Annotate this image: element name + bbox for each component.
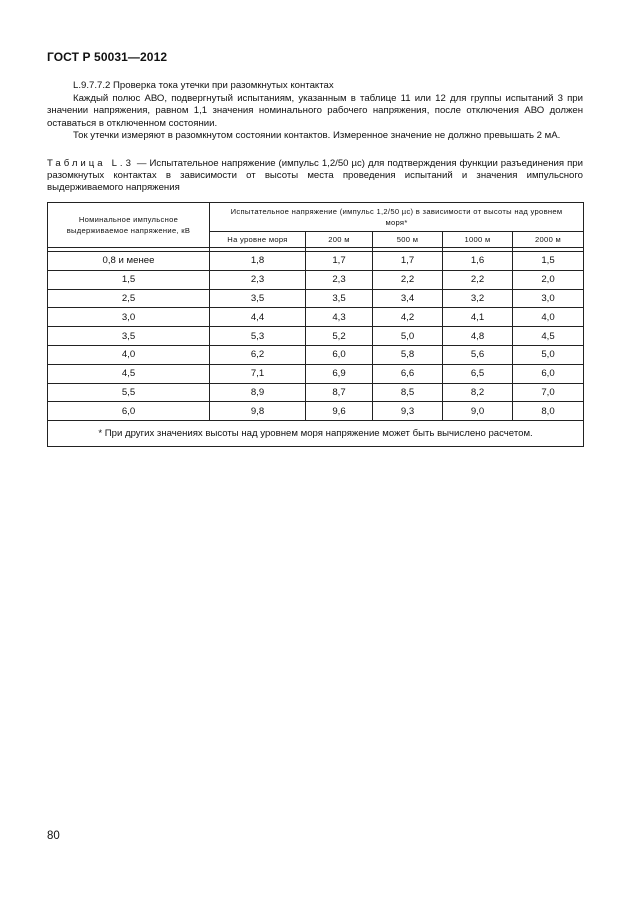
test-voltage-cell: 8,7 — [306, 383, 373, 402]
test-voltage-cell: 9,3 — [373, 402, 443, 421]
test-voltage-cell: 8,5 — [373, 383, 443, 402]
test-voltage-cell: 6,2 — [210, 345, 306, 364]
rated-voltage-cell: 4,5 — [48, 364, 210, 383]
test-voltage-cell: 5,0 — [513, 345, 584, 364]
test-voltage-cell: 5,3 — [210, 327, 306, 346]
table-row — [48, 327, 584, 346]
test-voltage-cell: 8,9 — [210, 383, 306, 402]
table-caption-text: — Испытательное напряжение (импульс 1,2/50 µс) для подтверждения функции разъединения при разомкнутых контактах в зависимости от высоты места проведения испытаний и значения импульсного выдерживаемого напряжения — [47, 158, 583, 194]
table-row — [48, 402, 584, 421]
col-header-200m: 200 м — [306, 232, 373, 248]
table-caption-label: Таблица L.3 — [47, 158, 134, 169]
test-voltage-cell: 2,3 — [306, 270, 373, 289]
test-voltage-cell: 1,5 — [513, 252, 584, 271]
table-row — [48, 308, 584, 327]
rated-voltage-cell: 2,5 — [48, 289, 210, 308]
table-row — [48, 252, 584, 271]
test-voltage-cell: 3,0 — [513, 289, 584, 308]
test-voltage-cell: 4,5 — [513, 327, 584, 346]
test-voltage-cell: 1,8 — [210, 252, 306, 271]
test-voltage-cell: 6,6 — [373, 364, 443, 383]
table-row — [48, 345, 584, 364]
test-voltage-cell: 5,6 — [443, 345, 513, 364]
test-voltage-cell: 5,0 — [373, 327, 443, 346]
page-number: 80 — [47, 830, 60, 842]
table-row — [48, 270, 584, 289]
test-voltage-cell: 1,7 — [306, 252, 373, 271]
test-voltage-cell: 4,1 — [443, 308, 513, 327]
test-voltage-cell: 4,8 — [443, 327, 513, 346]
test-voltage-cell: 6,0 — [306, 345, 373, 364]
test-voltage-cell: 6,0 — [513, 364, 584, 383]
test-voltage-cell: 4,3 — [306, 308, 373, 327]
table-row — [48, 364, 584, 383]
test-voltage-cell: 6,5 — [443, 364, 513, 383]
rated-voltage-cell: 5,5 — [48, 383, 210, 402]
paragraph-1: Каждый полюс АВО, подвергнутый испытаниям, указанным в таблице 11 или 12 для группы испытаний 3 при значении напряжения, равном 1,1 значения номинального рабочего напряжения, после отключения АВО должен оставаться в отключенном состоянии. — [47, 92, 583, 129]
table-row — [48, 289, 584, 308]
test-voltage-cell: 5,2 — [306, 327, 373, 346]
test-voltage-cell: 3,2 — [443, 289, 513, 308]
col-header-rated-voltage: Номинальное импульсное выдерживаемое напряжение, кВ — [48, 203, 210, 248]
test-voltage-cell: 3,4 — [373, 289, 443, 308]
table-footnote: * При других значениях высоты над уровнем моря напряжение может быть вычислено расчетом. — [48, 421, 584, 447]
rated-voltage-cell: 3,5 — [48, 327, 210, 346]
test-voltage-cell: 3,5 — [210, 289, 306, 308]
test-voltage-cell: 2,2 — [443, 270, 513, 289]
test-voltage-cell: 8,0 — [513, 402, 584, 421]
paragraph-2: Ток утечки измеряют в разомкнутом состоянии контактов. Измеренное значение не должно превышать 2 мА. — [73, 130, 561, 141]
test-voltage-cell: 2,0 — [513, 270, 584, 289]
test-voltage-cell: 5,8 — [373, 345, 443, 364]
test-voltage-cell: 9,8 — [210, 402, 306, 421]
section-text — [47, 80, 583, 143]
test-voltage-table — [47, 202, 584, 447]
col-header-sea-level: На уровне моря — [210, 232, 306, 248]
col-header-test-voltage-group: Испытательное напряжение (импульс 1,2/50 µс) в зависимости от высоты над уровнем моря* — [210, 203, 584, 232]
test-voltage-cell: 4,2 — [373, 308, 443, 327]
col-header-1000m: 1000 м — [443, 232, 513, 248]
test-voltage-cell: 3,5 — [306, 289, 373, 308]
test-voltage-cell: 6,9 — [306, 364, 373, 383]
test-voltage-cell: 2,2 — [373, 270, 443, 289]
table-row — [48, 383, 584, 402]
rated-voltage-cell: 3,0 — [48, 308, 210, 327]
test-voltage-cell: 9,6 — [306, 402, 373, 421]
test-voltage-cell: 7,1 — [210, 364, 306, 383]
section-heading: L.9.7.7.2 Проверка тока утечки при разомкнутых контактах — [73, 80, 334, 91]
rated-voltage-cell: 0,8 и менее — [48, 252, 210, 271]
rated-voltage-cell: 6,0 — [48, 402, 210, 421]
document-id: ГОСТ Р 50031—2012 — [47, 50, 168, 64]
col-header-2000m: 2000 м — [513, 232, 584, 248]
test-voltage-cell: 4,0 — [513, 308, 584, 327]
test-voltage-cell: 1,7 — [373, 252, 443, 271]
rated-voltage-cell: 4,0 — [48, 345, 210, 364]
rated-voltage-cell: 1,5 — [48, 270, 210, 289]
test-voltage-cell: 7,0 — [513, 383, 584, 402]
table-body — [48, 252, 584, 421]
test-voltage-cell: 1,6 — [443, 252, 513, 271]
test-voltage-cell: 2,3 — [210, 270, 306, 289]
test-voltage-cell: 9,0 — [443, 402, 513, 421]
table-caption — [47, 158, 583, 195]
test-voltage-cell: 8,2 — [443, 383, 513, 402]
col-header-500m: 500 м — [373, 232, 443, 248]
test-voltage-cell: 4,4 — [210, 308, 306, 327]
